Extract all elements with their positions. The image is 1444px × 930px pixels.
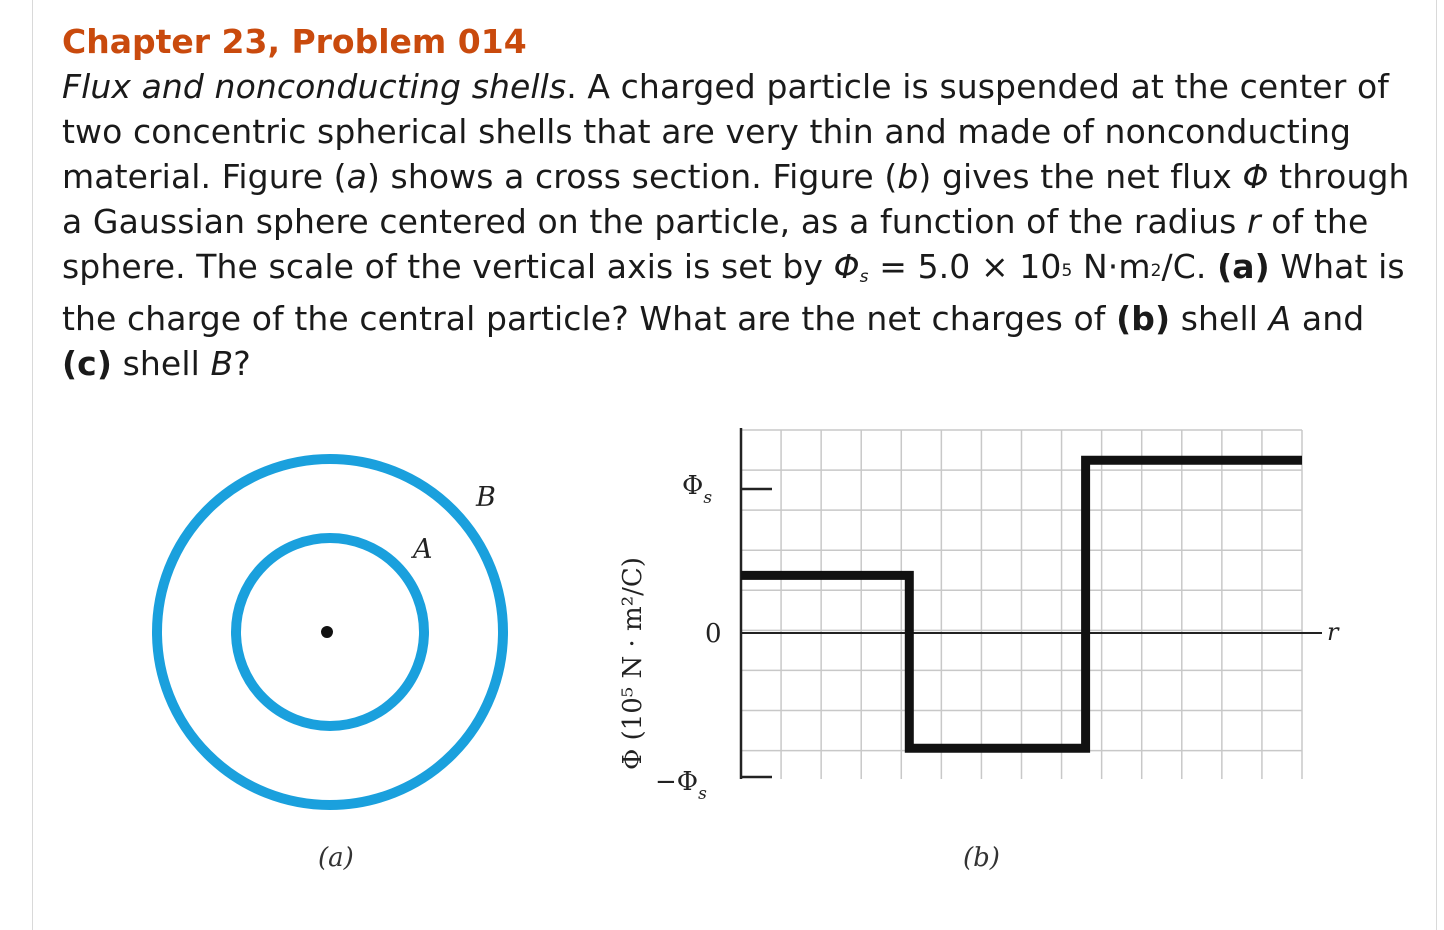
figure-b-caption: (b) [963, 843, 1000, 873]
part-c-label: (c) [62, 344, 113, 383]
problem-title: Chapter 23, Problem 014 [62, 22, 527, 61]
x-axis-label: r [1327, 618, 1339, 646]
figure-b [618, 428, 1340, 873]
figure-a [157, 459, 503, 873]
shell-a-label: A [413, 534, 433, 565]
tick-label-zero: 0 [705, 619, 722, 649]
tick-label-phi-s: $\Phi_s$ [682, 471, 713, 508]
part-b-label: (b) [1116, 299, 1171, 338]
problem-text: Flux and nonconducting shells. A charged particle is suspended at the center of two concentric spherical shells that are very thin and made of nonconducting material. Figure (a) shows a cross section. Figure (b) gives the net flux Φ through a Gaussian sphere centered on the particle, as a function of the radius r of the sphere. The scale of the vertical axis is set by $\Phi_s = 5.0 \times 10^5$ $N\cdot m^2/C$. (a) What is the charge of the central particle? What are the net charges of (b) shell A and (c) shell B? [62, 67, 1410, 383]
y-axis-label: Φ (10⁵ N · m²/C) [618, 557, 648, 770]
sentence-1: A charged particle is suspended at the center of two concentric spherical shells that are very thin and made of nonconducting material. [62, 67, 1389, 196]
part-a-label: (a) [1217, 247, 1270, 286]
figure-a-caption: (a) [318, 843, 354, 873]
chart-grid [741, 430, 1302, 779]
shell-b-label: B [476, 482, 496, 513]
central-particle [321, 626, 333, 638]
tick-label-neg-phi-s: $-\Phi_s$ [655, 767, 707, 804]
problem-topic: Flux and nonconducting shells [62, 67, 567, 106]
